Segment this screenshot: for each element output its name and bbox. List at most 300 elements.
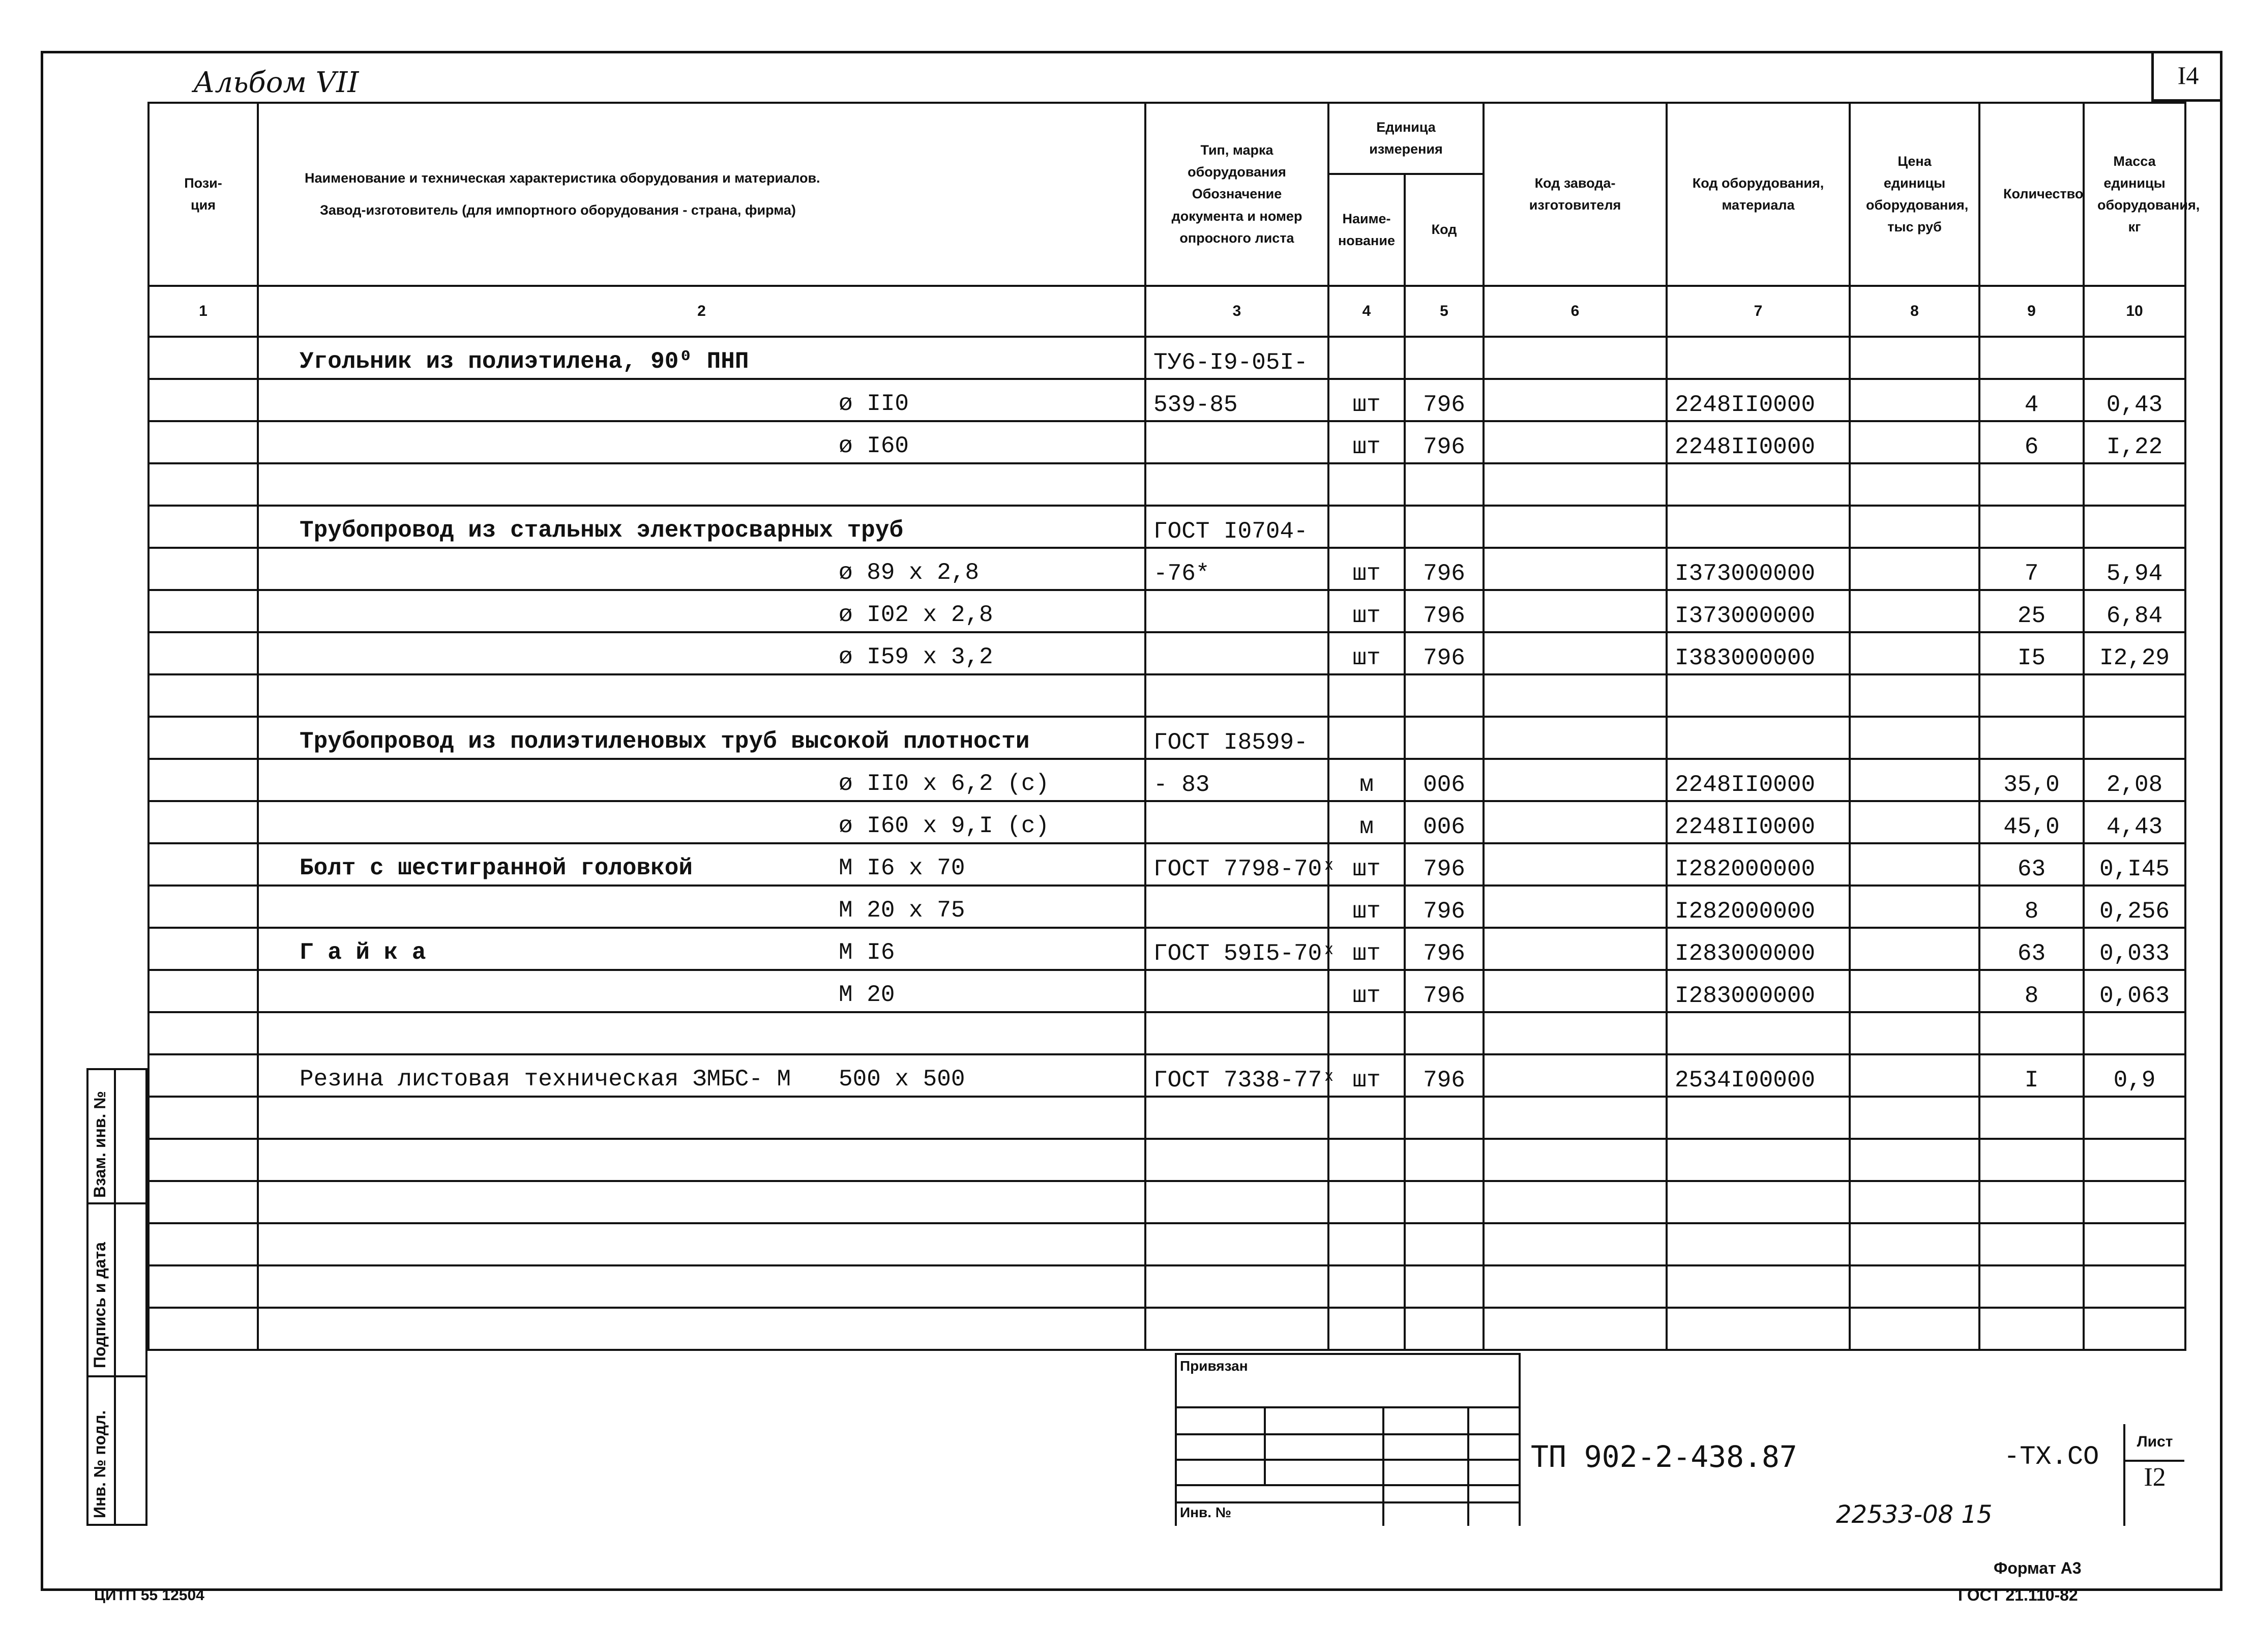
cell-mass: I,22: [2084, 421, 2185, 463]
item-name: Угольник из полиэтилена, 90⁰ ПНП: [300, 348, 749, 375]
col-number: 4: [1328, 286, 1405, 337]
cell-unit-code: [1405, 1265, 1484, 1308]
header-mass: Масса единицы оборудования, кг: [2084, 103, 2185, 286]
footer-left-code: ЦИТП 55 12504: [94, 1587, 204, 1604]
header-type: Тип, марка оборудования Обозначение документа и номер опросного листа: [1145, 103, 1328, 286]
cell-equip-code: I373000000: [1667, 590, 1850, 632]
cell-unit-code: [1405, 337, 1484, 379]
cell-type: ГОСТ 7338-77ˣ: [1145, 1054, 1328, 1097]
side-strip-divider: [88, 1202, 145, 1204]
cell-unit-code: 796: [1405, 1054, 1484, 1097]
col-number: 1: [149, 286, 258, 337]
cell-position: [149, 1308, 258, 1350]
cell-unit: шт: [1328, 379, 1405, 421]
cell-equip-code: I283000000: [1667, 970, 1850, 1012]
cell-unit-code: 796: [1405, 421, 1484, 463]
cell-position: [149, 674, 258, 717]
cell-equip-code: [1667, 1223, 1850, 1265]
cell-unit: м: [1328, 759, 1405, 801]
header-name-line1: Наименование и техническая характеристика оборудования и материалов.: [305, 170, 820, 186]
cell-unit: [1328, 674, 1405, 717]
cell-type: [1145, 801, 1328, 843]
cell-mfr-code: [1484, 1308, 1667, 1350]
header-qty: Количество: [1979, 103, 2084, 286]
item-name: Г а й к а: [300, 939, 426, 966]
cell-price: [1850, 1054, 1979, 1097]
cell-name: [258, 717, 1145, 759]
cell-type: [1145, 970, 1328, 1012]
cell-price: [1850, 337, 1979, 379]
cell-position: [149, 379, 258, 421]
cell-position: [149, 1181, 258, 1223]
cell-qty: [1979, 1265, 2084, 1308]
cell-mfr-code: [1484, 1097, 1667, 1139]
cell-position: [149, 801, 258, 843]
cell-name: [258, 1265, 1145, 1308]
cell-unit: [1328, 506, 1405, 548]
table-row: [149, 1139, 2185, 1181]
cell-mfr-code: [1484, 632, 1667, 674]
cell-price: [1850, 1012, 1979, 1054]
cell-unit-code: [1405, 1223, 1484, 1265]
table-row: [149, 463, 2185, 506]
table-row: [149, 590, 2185, 632]
cell-name: [258, 928, 1145, 970]
cell-position: [149, 590, 258, 632]
cell-unit: шт: [1328, 843, 1405, 886]
cell-mfr-code: [1484, 463, 1667, 506]
cell-mfr-code: [1484, 548, 1667, 590]
cell-unit: шт: [1328, 970, 1405, 1012]
cell-position: [149, 1054, 258, 1097]
cell-price: [1850, 590, 1979, 632]
list-number: I2: [2144, 1463, 2166, 1492]
col-number: 7: [1667, 286, 1850, 337]
table-row: [149, 421, 2185, 463]
stamp-inv-label: Инв. №: [1180, 1504, 1232, 1520]
cell-qty: [1979, 1181, 2084, 1223]
cell-name: [258, 463, 1145, 506]
handwritten-number: 22533-08 15: [1836, 1500, 1993, 1529]
cell-equip-code: [1667, 717, 1850, 759]
item-size: ø I60: [839, 433, 909, 459]
cell-price: [1850, 632, 1979, 674]
cell-mass: [2084, 1139, 2185, 1181]
header-unit-group: Единица измерения: [1328, 103, 1484, 174]
item-name: Болт с шестигранной головкой: [300, 855, 693, 881]
cell-mass: 0,I45: [2084, 843, 2185, 886]
col-number: 2: [258, 286, 1145, 337]
cell-mass: 0,033: [2084, 928, 2185, 970]
cell-unit: [1328, 1223, 1405, 1265]
cell-qty: I: [1979, 1054, 2084, 1097]
cell-mass: [2084, 717, 2185, 759]
cell-qty: 25: [1979, 590, 2084, 632]
cell-type: [1145, 463, 1328, 506]
cell-price: [1850, 1265, 1979, 1308]
cell-position: [149, 970, 258, 1012]
table-row: [149, 759, 2185, 801]
cell-unit: [1328, 1097, 1405, 1139]
table-row: [149, 1054, 2185, 1097]
table-row: [149, 1012, 2185, 1054]
cell-unit: [1328, 337, 1405, 379]
cell-qty: 63: [1979, 928, 2084, 970]
item-size: ø I02 x 2,8: [839, 602, 993, 628]
cell-price: [1850, 717, 1979, 759]
cell-type: [1145, 590, 1328, 632]
col-number: 3: [1145, 286, 1328, 337]
cell-qty: 35,0: [1979, 759, 2084, 801]
cell-name: [258, 1181, 1145, 1223]
table-row: [149, 928, 2185, 970]
side-label-vzam-inv: Взам. инв. №: [91, 1091, 109, 1198]
cell-position: [149, 759, 258, 801]
cell-type: -76*: [1145, 548, 1328, 590]
cell-qty: 7: [1979, 548, 2084, 590]
col-number: 6: [1484, 286, 1667, 337]
cell-type: [1145, 1181, 1328, 1223]
cell-price: [1850, 801, 1979, 843]
cell-unit-code: 796: [1405, 548, 1484, 590]
cell-mass: [2084, 337, 2185, 379]
cell-price: [1850, 463, 1979, 506]
table-row: [149, 1265, 2185, 1308]
item-size: ø 89 x 2,8: [839, 559, 980, 586]
cell-qty: [1979, 1308, 2084, 1350]
cell-qty: I5: [1979, 632, 2084, 674]
cell-equip-code: [1667, 1139, 1850, 1181]
cell-price: [1850, 843, 1979, 886]
cell-unit: [1328, 1012, 1405, 1054]
cell-type: [1145, 1012, 1328, 1054]
cell-unit-code: 796: [1405, 632, 1484, 674]
cell-qty: [1979, 506, 2084, 548]
table-row: [149, 1181, 2185, 1223]
cell-unit-code: 796: [1405, 590, 1484, 632]
cell-type: ГОСТ I0704-: [1145, 506, 1328, 548]
cell-unit-code: 796: [1405, 928, 1484, 970]
cell-type: [1145, 1308, 1328, 1350]
cell-position: [149, 1265, 258, 1308]
cell-unit-code: [1405, 1308, 1484, 1350]
cell-unit: [1328, 717, 1405, 759]
cell-type: [1145, 421, 1328, 463]
cell-unit: шт: [1328, 590, 1405, 632]
cell-mass: [2084, 1181, 2185, 1223]
cell-name: [258, 421, 1145, 463]
header-unit-code: Код: [1405, 174, 1484, 286]
cell-mfr-code: [1484, 1223, 1667, 1265]
col-number: 5: [1405, 286, 1484, 337]
cell-unit: [1328, 1181, 1405, 1223]
table-row: [149, 548, 2185, 590]
table-row: [149, 843, 2185, 886]
cell-price: [1850, 421, 1979, 463]
table-row: [149, 379, 2185, 421]
cell-equip-code: [1667, 1265, 1850, 1308]
cell-price: [1850, 674, 1979, 717]
header-name-line2: Завод-изготовитель (для импортного оборудования - страна, фирма): [320, 202, 796, 218]
cell-equip-code: [1667, 1181, 1850, 1223]
cell-unit-code: [1405, 1012, 1484, 1054]
list-label: Лист: [2125, 1424, 2184, 1462]
item-size: М 20: [839, 982, 895, 1008]
cell-equip-code: I383000000: [1667, 632, 1850, 674]
table-row: [149, 674, 2185, 717]
table-row: [149, 801, 2185, 843]
cell-qty: 8: [1979, 886, 2084, 928]
cell-equip-code: [1667, 337, 1850, 379]
cell-equip-code: [1667, 506, 1850, 548]
cell-unit: шт: [1328, 421, 1405, 463]
cell-type: ГОСТ I8599-: [1145, 717, 1328, 759]
cell-mfr-code: [1484, 886, 1667, 928]
cell-type: - 83: [1145, 759, 1328, 801]
cell-mass: 0,256: [2084, 886, 2185, 928]
cell-mass: [2084, 1308, 2185, 1350]
cell-type: [1145, 1139, 1328, 1181]
cell-qty: [1979, 337, 2084, 379]
cell-type: [1145, 632, 1328, 674]
cell-equip-code: I282000000: [1667, 886, 1850, 928]
cell-unit: шт: [1328, 886, 1405, 928]
cell-equip-code: 2248II0000: [1667, 801, 1850, 843]
specification-table: [147, 102, 2200, 1351]
cell-qty: 6: [1979, 421, 2084, 463]
cell-type: [1145, 1097, 1328, 1139]
cell-mass: 6,84: [2084, 590, 2185, 632]
list-box: [2123, 1424, 2184, 1526]
document-code-suffix: -ТХ.СО: [2004, 1442, 2099, 1472]
table-row: [149, 1308, 2185, 1350]
col-number: 9: [1979, 286, 2084, 337]
cell-type: [1145, 1265, 1328, 1308]
cell-mass: 0,9: [2084, 1054, 2185, 1097]
cell-qty: [1979, 1097, 2084, 1139]
cell-mfr-code: [1484, 1012, 1667, 1054]
cell-unit: [1328, 463, 1405, 506]
cell-qty: [1979, 463, 2084, 506]
cell-unit-code: 796: [1405, 886, 1484, 928]
table-row: [149, 506, 2185, 548]
cell-mfr-code: [1484, 843, 1667, 886]
table-row: [149, 717, 2185, 759]
item-size: ø II0 x 6,2 (с): [839, 771, 1050, 797]
cell-name: [258, 886, 1145, 928]
cell-name: [258, 674, 1145, 717]
cell-name: [258, 759, 1145, 801]
table-row: [149, 886, 2185, 928]
cell-unit-code: [1405, 463, 1484, 506]
cell-type: ГОСТ 7798-70ˣ: [1145, 843, 1328, 886]
cell-unit-code: [1405, 717, 1484, 759]
col-number: 10: [2084, 286, 2185, 337]
album-title: Альбом VII: [193, 66, 359, 99]
cell-qty: 8: [1979, 970, 2084, 1012]
cell-equip-code: I282000000: [1667, 843, 1850, 886]
title-block-stamp: [1175, 1353, 1521, 1526]
cell-position: [149, 548, 258, 590]
cell-mfr-code: [1484, 759, 1667, 801]
cell-type: ТУ6-I9-05I-: [1145, 337, 1328, 379]
cell-unit-code: [1405, 674, 1484, 717]
cell-equip-code: I283000000: [1667, 928, 1850, 970]
document-code: ТП 902-2-438.87: [1531, 1439, 1797, 1474]
cell-mfr-code: [1484, 1139, 1667, 1181]
col-number: 8: [1850, 286, 1979, 337]
cell-mfr-code: [1484, 1054, 1667, 1097]
cell-position: [149, 1097, 258, 1139]
item-name: Резина листовая техническая ЗМБС- М: [300, 1066, 791, 1093]
cell-name: [258, 1308, 1145, 1350]
cell-mfr-code: [1484, 379, 1667, 421]
cell-qty: [1979, 674, 2084, 717]
cell-name: [258, 632, 1145, 674]
cell-mass: 5,94: [2084, 548, 2185, 590]
cell-mass: [2084, 1012, 2185, 1054]
cell-price: [1850, 970, 1979, 1012]
cell-mass: 0,43: [2084, 379, 2185, 421]
cell-price: [1850, 1223, 1979, 1265]
cell-unit-code: 006: [1405, 759, 1484, 801]
cell-mfr-code: [1484, 928, 1667, 970]
stamp-privyazan-label: Привязан: [1180, 1358, 1248, 1374]
cell-unit-code: 796: [1405, 379, 1484, 421]
side-strip-divider: [88, 1375, 145, 1377]
table-row: [149, 970, 2185, 1012]
cell-mfr-code: [1484, 674, 1667, 717]
cell-qty: [1979, 1223, 2084, 1265]
cell-mass: I2,29: [2084, 632, 2185, 674]
cell-price: [1850, 379, 1979, 421]
cell-mass: [2084, 1097, 2185, 1139]
cell-mass: 4,43: [2084, 801, 2185, 843]
cell-name: [258, 1139, 1145, 1181]
cell-qty: 45,0: [1979, 801, 2084, 843]
cell-equip-code: [1667, 1097, 1850, 1139]
item-size: М I6 x 70: [839, 855, 965, 881]
cell-name: [258, 1012, 1145, 1054]
cell-price: [1850, 1308, 1979, 1350]
cell-name: [258, 506, 1145, 548]
sheet-number: I4: [2177, 61, 2199, 90]
cell-unit-code: 006: [1405, 801, 1484, 843]
cell-price: [1850, 886, 1979, 928]
header-name: [258, 103, 1145, 286]
specification-rows: [149, 337, 2185, 1350]
cell-mfr-code: [1484, 1181, 1667, 1223]
cell-equip-code: I373000000: [1667, 548, 1850, 590]
cell-price: [1850, 928, 1979, 970]
cell-unit: [1328, 1308, 1405, 1350]
cell-equip-code: 2534I00000: [1667, 1054, 1850, 1097]
cell-price: [1850, 759, 1979, 801]
cell-type: ГОСТ 59I5-70ˣ: [1145, 928, 1328, 970]
cell-mass: [2084, 506, 2185, 548]
cell-equip-code: [1667, 674, 1850, 717]
cell-mfr-code: [1484, 801, 1667, 843]
cell-unit-code: [1405, 1139, 1484, 1181]
cell-unit-code: [1405, 1181, 1484, 1223]
cell-mfr-code: [1484, 421, 1667, 463]
cell-mass: 2,08: [2084, 759, 2185, 801]
cell-qty: 4: [1979, 379, 2084, 421]
cell-equip-code: [1667, 1308, 1850, 1350]
cell-mfr-code: [1484, 337, 1667, 379]
cell-unit-code: [1405, 1097, 1484, 1139]
header-price: Цена единицы оборудования, тыс руб: [1850, 103, 1979, 286]
item-size: ø I60 x 9,I (с): [839, 813, 1050, 839]
cell-position: [149, 506, 258, 548]
cell-unit-code: [1405, 506, 1484, 548]
cell-mass: [2084, 1223, 2185, 1265]
footer-standard: ГОСТ 21.110-82: [1958, 1586, 2078, 1604]
cell-position: [149, 337, 258, 379]
cell-unit: шт: [1328, 548, 1405, 590]
cell-qty: [1979, 717, 2084, 759]
cell-mfr-code: [1484, 506, 1667, 548]
cell-unit: шт: [1328, 1054, 1405, 1097]
cell-equip-code: 2248II0000: [1667, 379, 1850, 421]
cell-mass: [2084, 463, 2185, 506]
side-label-signature-date: Подпись и дата: [91, 1242, 109, 1368]
cell-qty: 63: [1979, 843, 2084, 886]
cell-position: [149, 886, 258, 928]
cell-name: [258, 379, 1145, 421]
cell-type: [1145, 886, 1328, 928]
table-row: [149, 632, 2185, 674]
cell-position: [149, 632, 258, 674]
cell-mass: [2084, 674, 2185, 717]
cell-type: [1145, 1223, 1328, 1265]
cell-mass: [2084, 1265, 2185, 1308]
cell-unit-code: 796: [1405, 970, 1484, 1012]
cell-name: [258, 801, 1145, 843]
cell-type: [1145, 674, 1328, 717]
side-strip-divider: [114, 1070, 116, 1524]
sheet-number-box: [2151, 51, 2222, 102]
item-size: М 20 x 75: [839, 897, 965, 924]
cell-price: [1850, 1139, 1979, 1181]
cell-equip-code: [1667, 463, 1850, 506]
cell-name: [258, 1054, 1145, 1097]
cell-mfr-code: [1484, 590, 1667, 632]
cell-name: [258, 1223, 1145, 1265]
cell-position: [149, 928, 258, 970]
cell-position: [149, 1012, 258, 1054]
item-size: ø I59 x 3,2: [839, 644, 993, 670]
header-position: Пози- ция: [149, 103, 258, 286]
cell-equip-code: 2248II0000: [1667, 759, 1850, 801]
item-size: ø II0: [839, 391, 909, 417]
cell-position: [149, 717, 258, 759]
cell-name: [258, 1097, 1145, 1139]
table-row: [149, 1223, 2185, 1265]
table-row: [149, 1097, 2185, 1139]
cell-unit: шт: [1328, 928, 1405, 970]
side-label-inv-podl: Инв. № подл.: [91, 1410, 109, 1518]
header-mfr-code: Код завода-изготовителя: [1484, 103, 1667, 286]
item-size: М I6: [839, 939, 895, 966]
header-equip-code: Код оборудования, материала: [1667, 103, 1850, 286]
cell-position: [149, 463, 258, 506]
item-name: Трубопровод из стальных электросварных труб: [300, 517, 903, 544]
cell-equip-code: 2248II0000: [1667, 421, 1850, 463]
cell-name: [258, 590, 1145, 632]
cell-mfr-code: [1484, 1265, 1667, 1308]
cell-name: [258, 843, 1145, 886]
